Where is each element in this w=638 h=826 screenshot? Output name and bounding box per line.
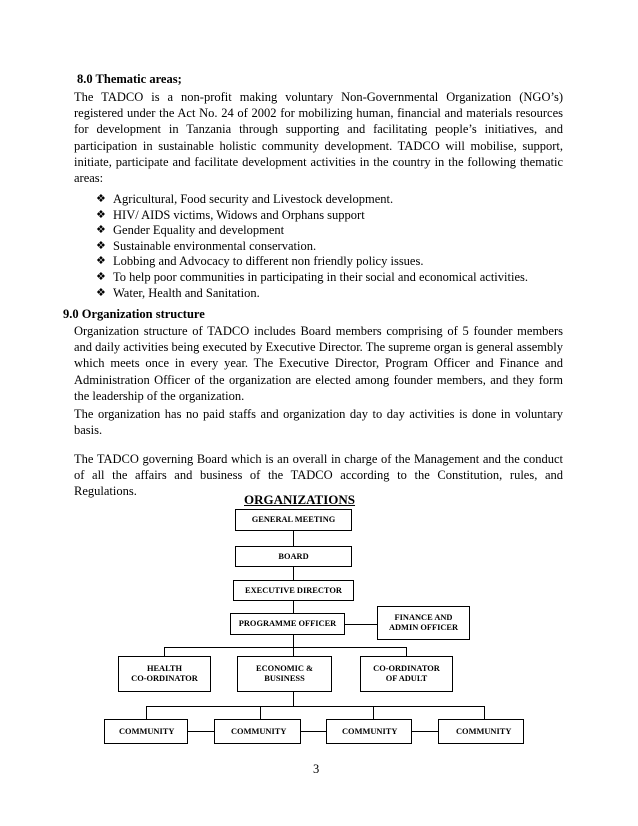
connector-line: [293, 530, 294, 547]
connector-line: [164, 647, 407, 648]
list-item: ❖ Water, Health and Sanitation.: [96, 285, 260, 300]
section-8-paragraph: The TADCO is a non-profit making voluntary Non-Governmental Organization (NGO’s) registered under the Act No. 24 of 2002 for mobilizing human, financial and materials resources for development in Tanzania through supporting and facilitating people’s initiatives, and participation in sustainable holistic community development. TADCO will mobilise, support, initiate, participate and facilitate development activities in the country in the following thematic areas:: [74, 90, 563, 186]
diamond-bullet-icon: ❖: [96, 286, 106, 299]
connector-line: [146, 706, 147, 720]
community-box: COMMUNITY: [326, 719, 412, 744]
list-item: ❖ Sustainable environmental conservation.: [96, 238, 317, 253]
section-8-heading: 8.0 Thematic areas;: [77, 72, 182, 86]
board-box: BOARD: [235, 546, 352, 567]
connector-line: [146, 706, 485, 707]
connector-line: [293, 634, 294, 647]
list-item: ❖ Lobbing and Advocacy to different non friendly policy issues.: [96, 254, 424, 269]
economic-business-box: ECONOMIC & BUSINESS: [237, 656, 332, 692]
section-9-paragraph-3: The TADCO governing Board which is an overall in charge of the Management and the conduct of all the affairs and business of the TADCO according to the Constitution, rules, and Regulations.: [74, 452, 563, 499]
connector-line: [293, 600, 294, 614]
executive-director-box: EXECUTIVE DIRECTOR: [233, 580, 354, 601]
health-coordinator-box: HEALTH CO-ORDINATOR: [118, 656, 211, 692]
list-item: ❖ HIV/ AIDS victims, Widows and Orphans support: [96, 207, 365, 222]
list-item: ❖ Gender Equality and development: [96, 223, 285, 238]
programme-officer-box: PROGRAMME OFFICER: [230, 613, 345, 635]
section-9-paragraph-2: The organization has no paid staffs and organization day to day activities is done in voluntary basis.: [74, 407, 563, 438]
community-box: COMMUNITY: [214, 719, 301, 744]
list-item: ❖ To help poor communities in participating in their social and economical activities.: [96, 269, 528, 284]
org-chart-title: ORGANIZATIONS: [244, 492, 356, 507]
thematic-areas-list: [96, 192, 528, 301]
connector-line: [260, 706, 261, 720]
connector-line: [373, 706, 374, 720]
diamond-bullet-icon: ❖: [96, 193, 106, 205]
general-meeting-box: GENERAL MEETING: [235, 509, 352, 531]
connector-line: [293, 692, 294, 706]
connector-line: [293, 566, 294, 581]
section-9-paragraph-1: Organization structure of TADCO includes Board members comprising of 5 founder members and daily activities being executed by Executive Director. The supreme organ is general assembly which meets once in every year. The Executive Director, Program Officer and Finance and Administration Officer of the organization are elected among founder members, and they form the leadership of the organization.: [74, 324, 563, 403]
diamond-bullet-icon: ❖: [96, 239, 106, 252]
finance-admin-officer-box: FINANCE AND ADMIN OFFICER: [377, 606, 470, 640]
diamond-bullet-icon: ❖: [96, 208, 106, 221]
connector-line: [344, 624, 378, 625]
diamond-bullet-icon: ❖: [96, 224, 106, 237]
page-number: 3: [313, 762, 320, 776]
section-9-heading: 9.0 Organization structure: [63, 307, 205, 321]
connector-line: [187, 731, 215, 732]
community-box: COMMUNITY: [104, 719, 188, 744]
connector-line: [411, 731, 439, 732]
community-box: COMMUNITY: [438, 719, 524, 744]
connector-line: [484, 706, 485, 720]
list-item: ❖ Agricultural, Food security and Livestock development.: [96, 192, 394, 206]
connector-line: [300, 731, 327, 732]
adult-coordinator-box: CO-ORDINATOR OF ADULT: [360, 656, 453, 692]
diamond-bullet-icon: ❖: [96, 270, 106, 283]
diamond-bullet-icon: ❖: [96, 255, 106, 268]
